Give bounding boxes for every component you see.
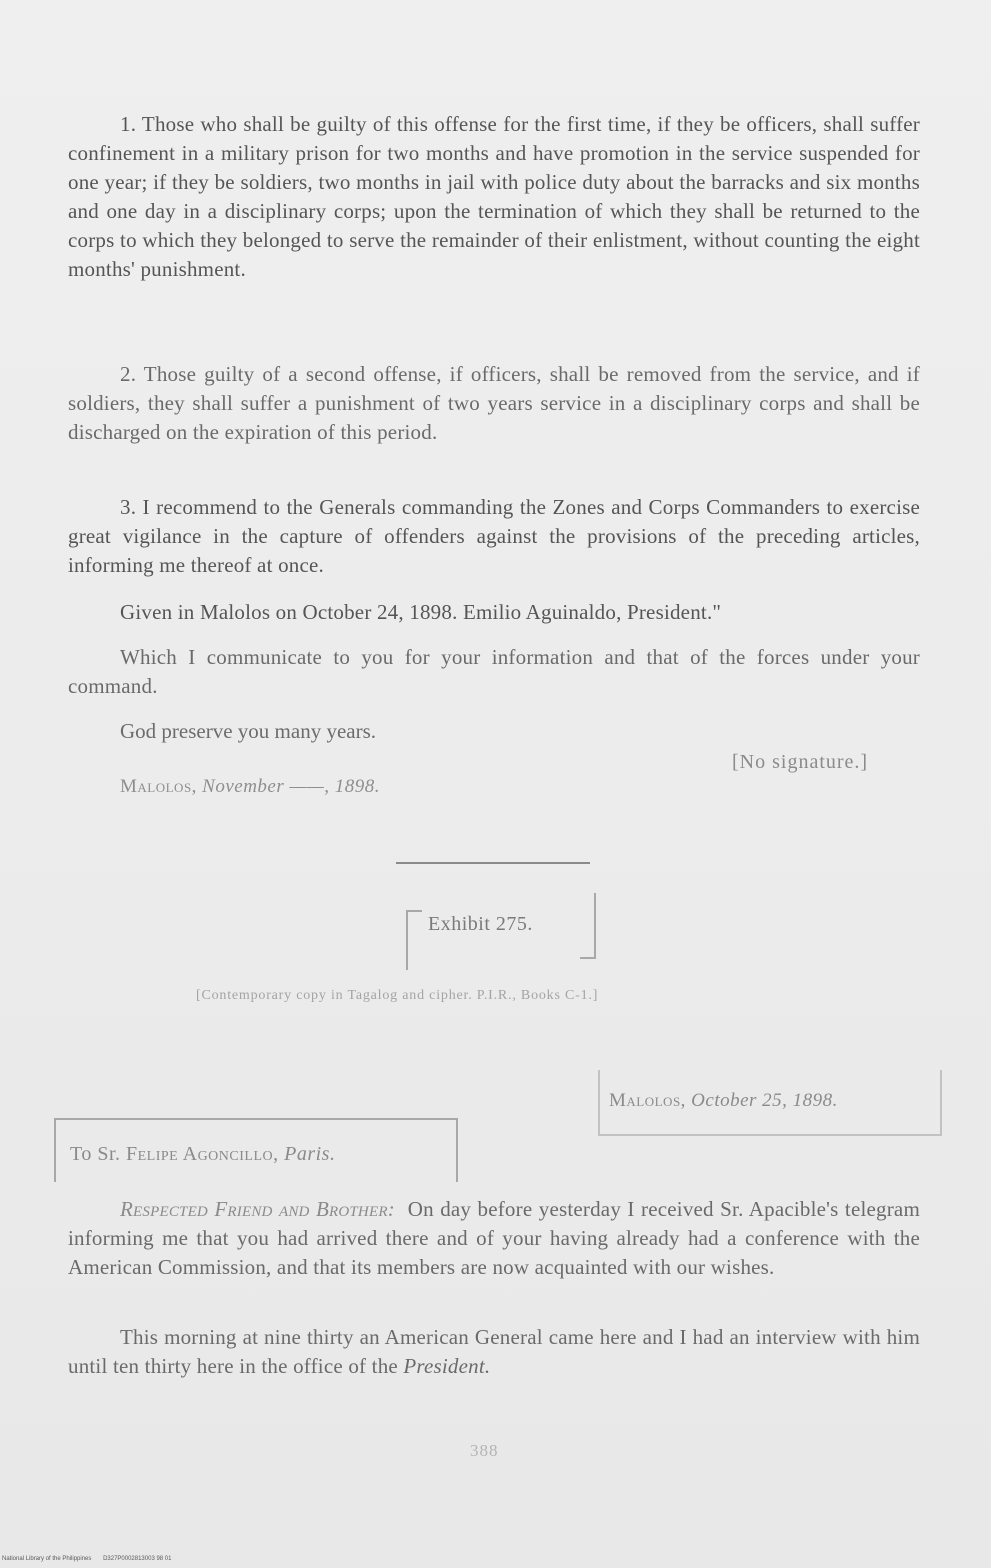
letter-paragraph-1: [68, 1195, 920, 1282]
addressee-name: Felipe Agoncillo,: [126, 1143, 279, 1165]
letter-dateline-place: Malolos,: [609, 1090, 686, 1111]
paragraph-communicate: Which I communicate to you for your information and that of the forces under your command.: [68, 645, 920, 698]
signature-note: [No signature.]: [732, 751, 869, 773]
paragraph-article-1: 1. Those who shall be guilty of this offense for the first time, if they be officers, shall suffer confinement in a military prison for two months and have promotion in the service suspended for one year; if they be soldiers, two months in jail with police duty about the barracks and six months and one day in a disciplinary corps; upon the termination of which they shall be returned to the corps to which they belonged to serve the remainder of their enlistment, without counting the eight months' punishment.: [68, 112, 920, 281]
footer-institution: National Library of the Philippines: [2, 1556, 92, 1562]
page-number: 388: [470, 1441, 499, 1460]
letter-dateline: [609, 1090, 838, 1112]
letter-paragraph-2-end: President.: [403, 1354, 491, 1378]
letter-paragraph-2-text: This morning at nine thirty an American General came here and I had an interview with him until ten thirty here in the office of the: [68, 1325, 920, 1378]
paragraph-article-2: 2. Those guilty of a second offense, if officers, shall be removed from the service, and if soldiers, they shall suffer a punishment of two years service in a disciplinary corps and shall be discharged on the expiration of this period.: [68, 362, 920, 444]
dateline-malolos-november: [120, 776, 380, 798]
addressee-prefix: To Sr.: [70, 1143, 121, 1165]
crop-mark-left: [406, 910, 422, 970]
letter-salutation: Respected Friend and Brother:: [120, 1197, 395, 1221]
footer-document-id: D327P0002813003 98 01: [103, 1556, 172, 1562]
letter-dateline-date: October 25, 1898.: [691, 1090, 838, 1111]
letter-paragraph-2: [68, 1323, 920, 1381]
dateline-place: Malolos,: [120, 776, 197, 797]
closing-line: God preserve you many years.: [120, 719, 376, 743]
paragraph-article-3: 3. I recommend to the Generals commanding the Zones and Corps Commanders to exercise great vigilance in the capture of offenders against the provisions of the preceding articles, informing me thereof at once.: [68, 495, 920, 577]
exhibit-title: Exhibit 275.: [428, 913, 533, 935]
letter-paragraph-1-text: On day before yesterday I received Sr. Apacible's telegram informing me that you had arrived there and of your having already had a conference with the American Commission, and that its members are now acquainted with our wishes.: [68, 1197, 920, 1279]
dateline-date: November ——, 1898.: [202, 776, 381, 797]
section-divider: [396, 862, 590, 864]
source-note: [Contemporary copy in Tagalog and cipher. P.I.R., Books C-1.]: [196, 988, 599, 1003]
letter-addressee: [70, 1143, 335, 1166]
crop-mark-right: [580, 893, 596, 959]
addressee-place: Paris.: [284, 1143, 336, 1165]
archive-footer: [2, 1556, 181, 1562]
paragraph-given-in-malolos: Given in Malolos on October 24, 1898. Emilio Aguinaldo, President.": [120, 600, 722, 624]
